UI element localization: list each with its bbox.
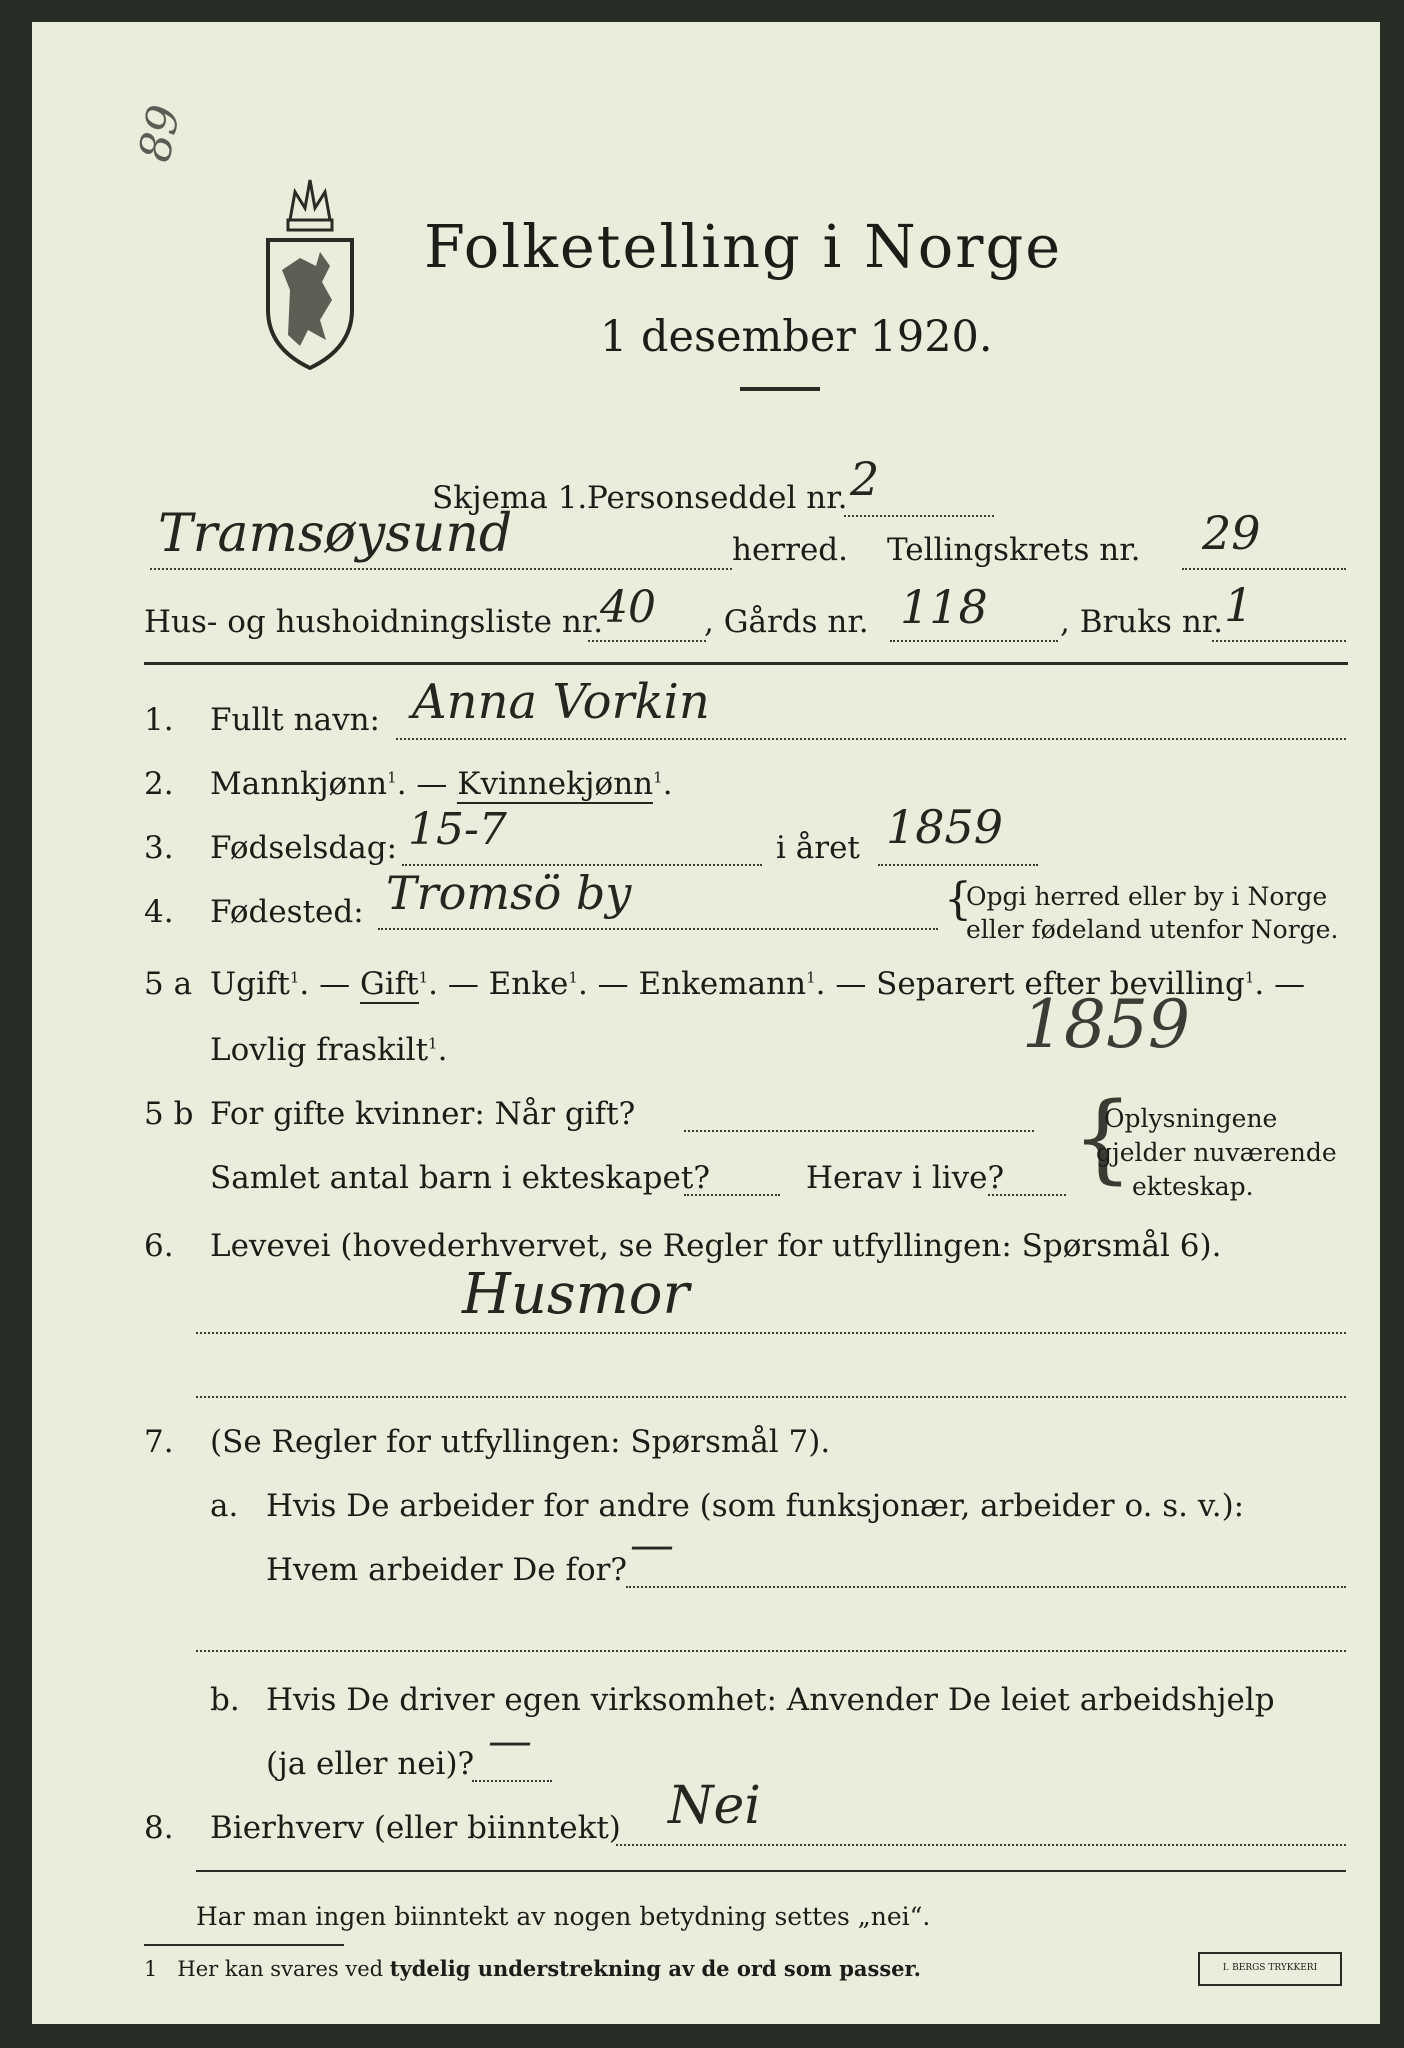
q5a-margin-year: 1859 (1022, 986, 1190, 1063)
margin-pencil-note: 89 (129, 100, 191, 167)
q5a-divorced-option: Lovlig fraskilt$^1$. (210, 1032, 448, 1068)
husliste-label: Hus- og hushoidningsliste nr. (144, 604, 604, 640)
census-form-page: 89 Folketelling i Norge 1 desember 1920. Skjema 1. Personseddel nr. 2 Tramsøysund herred. Tellingskrets nr. 29 Hus- og hushoidningsliste nr. 40 , Gårds nr. 118 , Bruks nr. 1 1. Fullt navn: Anna Vorkin 2. Mannkjønn$^1$. — Kvinnekjønn$^1$. 3. Fødselsdag: 15-7 i året 1859 4. Fødested: Tromsö by { Opgi herred eller by i Norge eller fødeland utenfor Norge. 5 a Ugift$^1$. — Gift$^1$. — Enke$^1$. — Enkemann$^1$. — Separert efter bevilling$^1$. — Lovlig fraskilt$^1$. 1859 5 b For gifte kvinner: Når gift? Samlet antal barn i ekteskapet? Herav i live? { Oplysningene gjelder nuværende ekteskap. 6. Levevei (hovederhvervet, se Regler for utfyllingen: Spørsmål 6). Husmor 7. (Se Regler for utfyllingen: Spørsmål 7). a. Hvis De arbeider for andre (som funksjonær, arbeider o. s. v.): Hvem arbeider De for? — b. Hvis De driver egen virksomhet: Anvender De leiet arbeidshjelp (ja eller nei)? — 8. Bierhverv (eller biinntekt) Nei Har man ingen biinntekt av nogen betydning settes „nei“. 1 Her kan svares ved tydelig understrekning av de ord som passer. I. BERGS TRYKKERI (32, 22, 1380, 2024)
q1-label: Fullt navn: (210, 702, 380, 738)
q3-year-label: i året (776, 830, 860, 866)
q8-side-income-value: Nei (668, 1776, 761, 1836)
q5b-note-line1: Oplysningene (1104, 1104, 1278, 1133)
bruks-value: 1 (1224, 578, 1254, 632)
husliste-value: 40 (600, 582, 656, 633)
herred-value: Tramsøysund (158, 504, 513, 564)
q7a-value: — (630, 1520, 674, 1571)
gift-option-underlined: Gift (359, 966, 419, 1002)
q5b-number: 5 b (144, 1096, 194, 1132)
q6-number: 6. (144, 1228, 174, 1264)
header-rule (144, 662, 1348, 665)
q5b-children-label: Samlet antal barn i ekteskapet? (210, 1160, 710, 1196)
q4-note-line2: eller fødeland utenfor Norge. (966, 915, 1339, 944)
q7b-value: — (488, 1716, 532, 1767)
coat-of-arms-icon (260, 170, 360, 370)
census-date: 1 desember 1920. (600, 312, 993, 362)
q5a-number: 5 a (144, 966, 193, 1002)
gards-value: 118 (900, 580, 988, 634)
q5a-marital-options: Ugift$^1$. — Gift$^1$. — Enke$^1$. — Enkemann$^1$. — Separert efter bevilling$^1$. — (210, 966, 1306, 1002)
printer-stamp: I. BERGS TRYKKERI (1198, 1952, 1342, 1986)
bruks-label: , Bruks nr. (1060, 604, 1224, 640)
q7a-number: a. (210, 1488, 239, 1524)
q3-birthday-value: 15-7 (408, 804, 507, 855)
q3-label: Fødselsdag: (210, 830, 398, 866)
q8-label: Bierhverv (eller biinntekt) (210, 1810, 621, 1846)
q2-number: 2. (144, 766, 174, 802)
male-option: Mannkjønn (210, 766, 388, 802)
q1-full-name-value: Anna Vorkin (412, 674, 710, 730)
q3-number: 3. (144, 830, 174, 866)
q5b-alive-label: Herav i live? (806, 1160, 1005, 1196)
form-title: Folketelling i Norge (424, 212, 1063, 281)
female-option-underlined: Kvinnekjønn (457, 766, 654, 802)
q5b-label: For gifte kvinner: Når gift? (210, 1096, 636, 1132)
q2-sex-options: Mannkjønn$^1$. — Kvinnekjønn$^1$. (210, 766, 673, 802)
q3-birth-year-value: 1859 (886, 800, 1004, 854)
gards-label: , Gårds nr. (704, 604, 869, 640)
q7b-question: (ja eller nei)? (266, 1746, 475, 1782)
herred-label: herred. (732, 532, 848, 568)
personseddel-value: 2 (850, 452, 880, 506)
q8-rule (196, 1870, 1346, 1872)
title-divider (740, 387, 820, 391)
q5b-note-line2: gjelder nuværende (1096, 1138, 1337, 1167)
skjema-label: Skjema 1. (432, 480, 588, 516)
q4-number: 4. (144, 894, 174, 930)
q4-note-line1: Opgi herred eller by i Norge (966, 882, 1328, 911)
q8-number: 8. (144, 1810, 174, 1846)
q7b-text: Hvis De driver egen virksomhet: Anvender De leiet arbeidshjelp (266, 1682, 1275, 1718)
q4-label: Fødested: (210, 894, 364, 930)
q7-number: 7. (144, 1424, 174, 1460)
q7b-number: b. (210, 1682, 240, 1718)
q6-occupation-value: Husmor (462, 1262, 690, 1327)
tellingskrets-value: 29 (1202, 506, 1261, 560)
q7-label: (Se Regler for utfyllingen: Spørsmål 7). (210, 1424, 831, 1460)
q5b-note-line3: ekteskap. (1132, 1172, 1254, 1201)
q7a-text: Hvis De arbeider for andre (som funksjonær, arbeider o. s. v.): (266, 1488, 1245, 1524)
q4-birthplace-value: Tromsö by (386, 866, 632, 920)
personseddel-label: Personseddel nr. (587, 480, 848, 516)
q1-number: 1. (144, 702, 174, 738)
tellingskrets-label: Tellingskrets nr. (887, 532, 1141, 568)
footer-note: Har man ingen biinntekt av nogen betydning settes „nei“. (196, 1902, 931, 1931)
q6-label: Levevei (hovederhvervet, se Regler for utfyllingen: Spørsmål 6). (210, 1228, 1222, 1264)
footnote: 1 Her kan svares ved tydelig understrekning av de ord som passer. (144, 1956, 921, 1981)
q7a-question: Hvem arbeider De for? (266, 1552, 628, 1588)
